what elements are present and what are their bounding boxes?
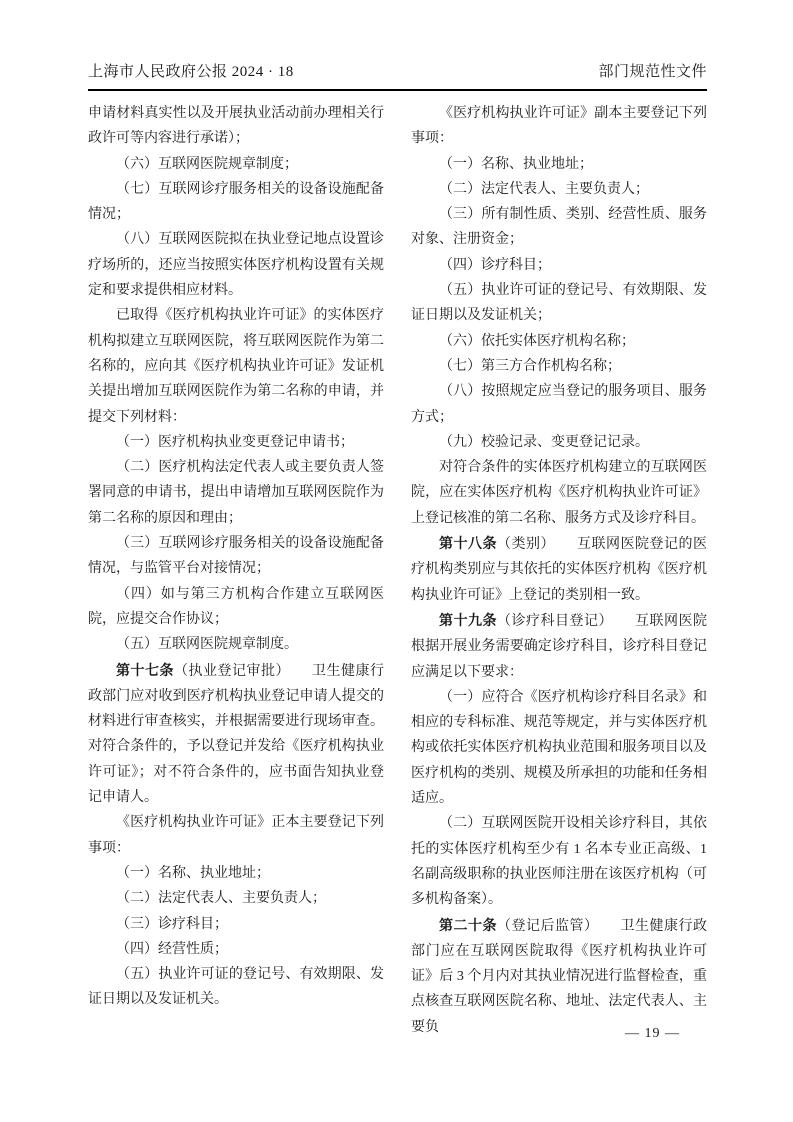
paragraph: 对符合条件的实体医疗机构建立的互联网医院，应在实体医疗机构《医疗机构执业许可证》上登记核准的第二名称、服务方式及诊疗科目。 <box>411 460 707 526</box>
paragraph: （九）校验记录、变更登记记录。 <box>439 434 649 450</box>
right-column <box>411 101 707 1040</box>
paragraph: （三）所有制性质、类别、经营性质、服务对象、注册资金； <box>411 207 707 248</box>
paragraph: （二）互联网医院开设相关诊疗科目，其依托的实体医疗机构至少有 1 名本专业正高级、1 名副高级职称的执业医师注册在该医疗机构（可多机构备案）。 <box>411 816 707 908</box>
paragraph: （三）诊疗科目； <box>116 916 228 932</box>
paragraph: （八）按照规定应当登记的服务项目、服务方式； <box>411 384 707 425</box>
article-number: 第十八条 <box>439 535 497 552</box>
paragraph: （二）医疗机构法定代表人或主要负责人签署同意的申请书，提出申请增加互联网医院作为第二名称的原因和理由； <box>88 460 384 526</box>
page-number: — 19 — <box>625 1026 680 1041</box>
paragraph: （八）互联网医院拟在执业登记地点设置诊疗场所的，还应当按照实体医疗机构设置有关规定和要求提供相应材料。 <box>88 232 384 299</box>
paragraph: 《医疗机构执业许可证》正本主要登记下列事项： <box>88 815 384 856</box>
article-number: 第二十条 <box>439 916 497 933</box>
paragraph: （六）互联网医院规章制度； <box>116 156 298 172</box>
paragraph: （四）经营性质； <box>116 941 228 957</box>
gazette-title: 上海市人民政府公报 2024 · 18 <box>88 64 294 80</box>
paragraph: 《医疗机构执业许可证》副本主要登记下列事项： <box>411 106 707 147</box>
paragraph: （二）法定代表人、主要负责人； <box>439 181 649 197</box>
paragraph: （四）诊疗科目； <box>439 257 551 273</box>
article-number: 第十七条 <box>116 661 174 678</box>
paragraph: （一）应符合《医疗机构诊疗科目名录》和相应的专科标准、规范等规定，并与实体医疗机构或依托实体医疗机构执业范围和服务项目以及医疗机构的类别、规模及所承担的功能和任务相适应。 <box>411 689 707 807</box>
paragraph: （六）依托实体医疗机构名称； <box>439 333 635 349</box>
left-column <box>88 101 384 1040</box>
paragraph: （一）名称、执业地址； <box>116 865 270 881</box>
paragraph: 第十七条（执业登记审批） 卫生健康行政部门应对收到医疗机构执业登记申请人提交的材料进行审查核实，并根据需要进行现场审查。对符合条件的，予以登记并发给《医疗机构执业许可证》；对不符合条件的，应书面告知执业登记申请人。 <box>88 661 384 806</box>
paragraph: 第十八条（类别） 互联网医院登记的医疗机构类别应与其依托的实体医疗机构《医疗机构执业许可证》上登记的类别相一致。 <box>411 535 707 603</box>
paragraph: （七）第三方合作机构名称； <box>439 358 621 374</box>
paragraph: （三）互联网诊疗服务相关的设备设施配备情况，与监管平台对接情况； <box>88 536 384 577</box>
paragraph: 已取得《医疗机构执业许可证》的实体医疗机构拟建立互联网医院，将互联网医院作为第二名称的，应向其《医疗机构执业许可证》发证机关提出增加互联网医院作为第二名称的申请，并提交下列材料： <box>88 308 384 425</box>
paragraph: （五）互联网医院规章制度。 <box>116 637 298 653</box>
paragraph: （四）如与第三方机构合作建立互联网医院，应提交合作协议； <box>88 586 384 627</box>
article-number: 第十九条 <box>439 611 497 628</box>
paragraph: （五）执业许可证的登记号、有效期限、发证日期以及发证机关； <box>411 283 707 324</box>
page-header <box>88 60 707 81</box>
header-divider <box>88 89 707 91</box>
body-columns <box>88 101 707 1040</box>
paragraph: （一）医疗机构执业变更登记申请书； <box>116 434 354 450</box>
paragraph: （七）互联网诊疗服务相关的设备设施配备情况； <box>88 181 384 223</box>
paragraph: 第十九条（诊疗科目登记） 互联网医院根据开展业务需要确定诊疗科目，诊疗科目登记应满足以下要求： <box>411 611 707 680</box>
paragraph: （二）法定代表人、主要负责人； <box>116 891 326 907</box>
section-label: 部门规范性文件 <box>598 64 707 80</box>
paragraph: （一）名称、执业地址； <box>439 156 593 172</box>
paragraph: 申请材料真实性以及开展执业活动前办理相关行政许可等内容进行承诺）； <box>88 106 384 147</box>
paragraph: （五）执业许可证的登记号、有效期限、发证日期以及发证机关。 <box>88 967 384 1008</box>
paragraph: 第二十条（登记后监管） 卫生健康行政部门应在互联网医院取得《医疗机构执业许可证》后 3 个月内对其执业情况进行监督检查，重点核查互联网医院名称、地址、法定代表人、主要负 <box>411 916 707 1035</box>
